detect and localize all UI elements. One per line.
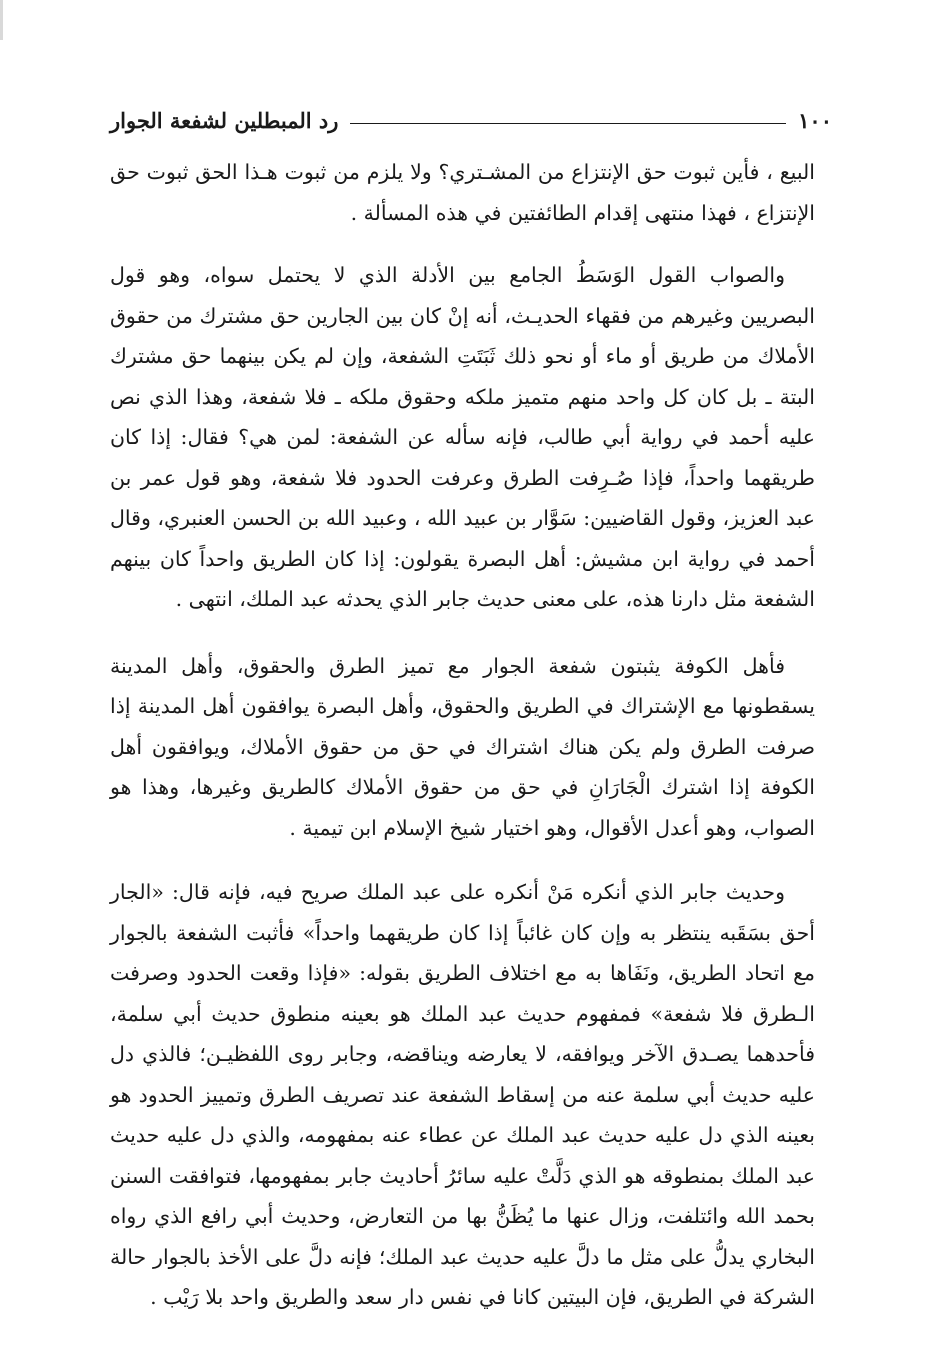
paragraph-schools-summary: فأهل الكوفة يثبتون شفعة الجوار مع تميز الطرق والحقوق، وأهل المدينة يسقطونها مع الإشتراك في الطريق والحقوق، وأهل البصرة يوافقون أهل المدينة إذا صرفت الطرق ولم يكن هناك اشتراك في حق من حقوق الأملاك، ويوافقون أهل الكوفة إذا اشترك الْجَارَانِ في حق من حقوق الأملاك كالطريق وغيرها، وهذا هو الصواب، وهو أعدل الأقوال، وهو اختيار شيخ الإسلام ابن تيمية .	[110, 653, 815, 840]
paragraph-continuation: البيع ، فأين ثبوت حق الإنتزاع من المشـتري؟ ولا يلزم من ثبوت هـذا الحق ثبوت حق الإنتزاع ، فهذا منتهى إقدام الطائفتين في هذه المسألة .	[110, 160, 815, 225]
header-rule	[350, 123, 786, 124]
book-title: رد المبطلين لشفعة الجوار	[110, 107, 339, 133]
paragraph-jabir-hadith: وحديث جابر الذي أنكره مَنْ أنكره على عبد الملك صريح فيه، فإنه قال: «الجار أحق بسَقَبه ينتظر به وإن كان غائباً إذا كان طريقهما واحداً» فأثبت الشفعة بالجوار مع اتحاد الطريق، ونَفَاها به مع اختلاف الطريق بقوله: «فإذا وقعت الحدود وصرفت الـطرق فلا شفعة» فمفهوم حديث عبد الملك هو بعينه منطوق حديث أبي سلمة، فأحدهما يصـدق الآخر ويوافقه، لا يعارضه ويناقضه، وجابر روى اللفظيـن؛ فالذي دل عليه حديث أبي سلمة عنه من إسقاط الشفعة عند تصريف الطرق وتمييز الحدود هو بعينه الذي دل عليه حديث عبد الملك عن عطاء عنه بمفهومه، والذي دل عليه حديث عبد الملك بمنطوقه هو الذي دَلَّتْ عليه سائرُ أحاديث جابر بمفهومها، فتوافقت السنن بحمد الله وائتلفت، وزال عنها ما يُظَنُّ بها من التعارض، وحديث أبي رافع الذي رواه البخاري يدلُّ على مثل ما دلَّ عليه حديث عبد الملك؛ فإنه دلَّ على الأخذ بالجوار حالة الشركة في الطريق، فإن البيتين كانا في نفس دار سعد والطريق واحد بلا رَيْب .	[110, 880, 815, 1309]
paragraph-middle-opinion: والصواب القول الوَسَطُ الجامع بين الأدلة الذي لا يحتمل سواه، وهو قول البصريين وغيرهم من فقهاء الحديـث، أنه إنْ كان بين الجارين حق مشترك من حقوق الأملاك من طريق أو ماء أو نحو ذلك ثَبَتَتِ الشفعة، وإن لم يكن بينهما حق مشترك البتة ـ بل كان كل واحد منهم متميز ملكه وحقوق ملكه ـ فلا شفعة، وهذا الذي نص عليه أحمد في رواية أبي طالب، فإنه سأله عن الشفعة: لمن هي؟ فقال: إذا كان طريقهما واحداً، فإذا صُـرِفت الطرق وعرفت الحدود فلا شفعة، وهو قول عمر بن عبد العزيز، وقول القاضيين: سَوَّار بن عبيد الله ، وعبيد الله بن الحسن العنبري، وقال أحمد في رواية ابن مشيش: أهل البصرة يقولون: إذا كان الطريق واحداً كان بينهم الشفعة مثل دارنا هذه، على معنى حديث جابر الذي يحدثه عبد الملك، انتهى .	[110, 263, 815, 611]
scan-edge-mark	[0, 0, 3, 40]
page-number: ١٠٠	[798, 107, 832, 133]
body-text	[110, 152, 815, 1342]
running-header	[110, 102, 832, 138]
